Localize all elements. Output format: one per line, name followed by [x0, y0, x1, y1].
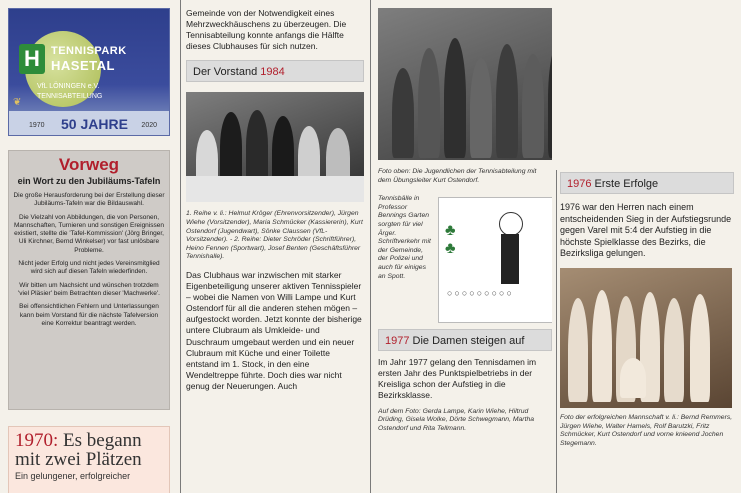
column-divider	[370, 0, 371, 493]
vorstand-photo	[186, 92, 364, 202]
erfolge-text: 1976 war den Herren nach einem entscheidenden Sieg in der Aufstiegsrunde gegen Varel mit 5:4 der Aufstieg in die höchste Spielklasse des Bezirks, die Bezirksliga gelungen.	[560, 202, 732, 259]
kneeling-figure	[620, 358, 646, 398]
person-figure	[568, 298, 588, 402]
middle-right-column	[378, 0, 552, 493]
vorweg-paragraph: Nicht jeder Erfolg und nicht jedes Vereinsmitglied wird sich auf diesen Tafeln wiederfinden.	[18, 260, 160, 276]
cartoon-body	[501, 234, 519, 284]
left-column	[0, 0, 178, 493]
section-heading-damen	[378, 329, 552, 351]
person-figure	[496, 44, 518, 158]
person-figure	[418, 48, 440, 158]
middle-left-column	[186, 0, 364, 493]
person-figure	[392, 68, 414, 158]
vorweg-paragraph: Bei offensichtlichen Fehlern und Unterlassungen kann beim Vorstand für die nächste Tafelversion eine Korrektur beantragt werden.	[19, 303, 159, 327]
club-logo	[8, 8, 170, 136]
cartoon-block	[378, 195, 552, 325]
person-figure	[690, 294, 710, 402]
right-column	[560, 0, 741, 493]
youth-team-photo	[378, 8, 552, 160]
logo-anniversary-band	[9, 111, 169, 135]
men-team-photo	[560, 268, 732, 408]
year-end: 2020	[141, 122, 157, 129]
vorstand-caption: 1. Reihe v. li.: Helmut Kröger (Ehrenvorsitzender), Jürgen Wiehe (Vorsitzender), Maria Schmücker (Kassiererin), Kurt Ostendorf (Jugendwart), Sönke Claussen (VfL-Vorsitzender). - 2. Reihe: Dieter Schröder (Schriftführer), Heino Fennen (Sportwart), Josef Benten (Geschäftsführer Tennishalle).	[186, 210, 363, 261]
erfolge-year: 1976	[567, 178, 592, 190]
person-figure	[246, 110, 268, 182]
box-1970-title	[15, 431, 163, 469]
vorweg-paragraph: Die große Herausforderung bei der Erstellung dieser Jubiläums-Tafeln war die Bildauswahl.	[13, 192, 165, 208]
person-figure	[444, 38, 466, 158]
person-figure	[592, 290, 612, 402]
vorstand-year: 1984	[260, 66, 285, 79]
logo-line-2: HASETAL	[51, 58, 115, 73]
year-start: 1970	[29, 122, 45, 129]
erfolge-label: Erste Erfolge	[591, 178, 659, 190]
person-figure	[548, 42, 552, 158]
damen-label: Die Damen steigen auf	[409, 335, 525, 348]
person-figure	[664, 298, 684, 402]
column-divider	[180, 0, 181, 493]
vorweg-title: Vorweg	[58, 155, 120, 174]
anniversary-label: 50 JAHRE	[61, 116, 128, 132]
vorweg-box	[8, 150, 170, 410]
vorweg-paragraph: Wir bitten um Nachsicht und wünschen trotzdem 'viel Pläsier' beim Betrachten dieser 'Machwerke'.	[18, 281, 160, 297]
box-1970-subtitle: Ein gelungener, erfolgreicher	[15, 471, 131, 481]
box-1970-year: 1970:	[15, 430, 59, 451]
tennis-balls-icon: ○○○○○○○○○	[447, 288, 514, 299]
damen-caption: Auf dem Foto: Gerda Lampe, Karin Wiehe, Hiltrud Drüding, Gisela Wolke, Dörte Schwegmann, Martha Ostendorf und Rita Tellmann.	[378, 407, 535, 432]
box-1970	[8, 426, 170, 493]
vorweg-text	[13, 192, 165, 328]
person-figure	[470, 58, 492, 158]
h-logo-icon: H	[19, 44, 45, 74]
logo-line-1: TENNISPARK	[51, 45, 127, 57]
section-heading-vorstand	[186, 60, 364, 82]
column-divider	[556, 170, 557, 493]
box-1970-title-rest: Es begann mit zwei Plätzen	[15, 430, 142, 470]
youth-photo-caption: Foto oben: Die Jugendlichen der Tennisabteilung mit dem Übungsleiter Kurt Ostendorf.	[378, 168, 537, 184]
garden-cartoon	[438, 197, 552, 323]
team-caption: Foto der erfolgreichen Mannschaft v. li.: Bernd Remmers, Jürgen Wiehe, Walter Hamels, Rolf Barutzki, Fritz Schmücker, Kurt Ostendorf und vorne knieend Jochen Stegemann.	[560, 413, 733, 447]
vorweg-subtitle: ein Wort zu den Jubiläums-Tafeln	[17, 176, 161, 186]
laurel-icon: ❦	[13, 97, 22, 108]
cartoon-head	[499, 212, 523, 236]
logo-club-line-1: VfL LÖNINGEN e.V.	[37, 83, 100, 90]
damen-year: 1977	[385, 335, 410, 348]
vorstand-label: Der Vorstand	[193, 66, 261, 79]
damen-text: Im Jahr 1977 gelang den Tennisdamen im ersten Jahr des Punktspielbetriebs in der Kreisliga schon der Aufstieg in die Bezirksklasse.	[378, 357, 537, 401]
person-figure	[522, 54, 544, 158]
table-surface	[186, 176, 364, 202]
intro-text: Gemeinde von der Notwendigkeit eines Mehrzweckhäuschens zu überzeugen. Die Tennisabteilung konnte anfangs die Hälfte dieses Clubhauses für sich nutzen.	[186, 8, 347, 52]
vorweg-paragraph: Die Vielzahl von Abbildungen, die von Personen, Mannschaften, Turnieren und sonstigen Ereignissen existiert, stellte die 'Tafel-Kommission' (Jörg Bringer, Uli Kirchner, Bernd Winkelser) vor fast unlösbare Probleme.	[14, 213, 164, 254]
plants-icon: ♣ ♣	[445, 222, 456, 258]
section-heading-erfolge	[560, 172, 734, 194]
person-figure	[220, 112, 242, 182]
logo-club-line-2: TENNISABTEILUNG	[37, 93, 103, 100]
cartoon-caption: Tennisbälle in Professor Bennings Garten sorgten für viel Ärger. Schriftverkehr mit der Gemeinde, der Polizei und auch für einiges an Spott.	[378, 195, 431, 280]
clubhaus-text: Das Clubhaus war inzwischen mit starker Eigenbeteiligung unserer aktiven Tennisspieler – wobei die Namen von Willi Lampe und Kurt Ostendorf für all die anderen stehen mögen – aufgestockt worden. Jetzt konnte der bisherige untere Clubraum als Umkleide- und Duschraum umgebaut werden und ein neuer Clubraum mit Küche und einer Toilette entstand im 1. Stock, in den eine Wendeltreppe führte. Doch dies war nicht genug der Neuerungen. Auch	[186, 269, 362, 391]
